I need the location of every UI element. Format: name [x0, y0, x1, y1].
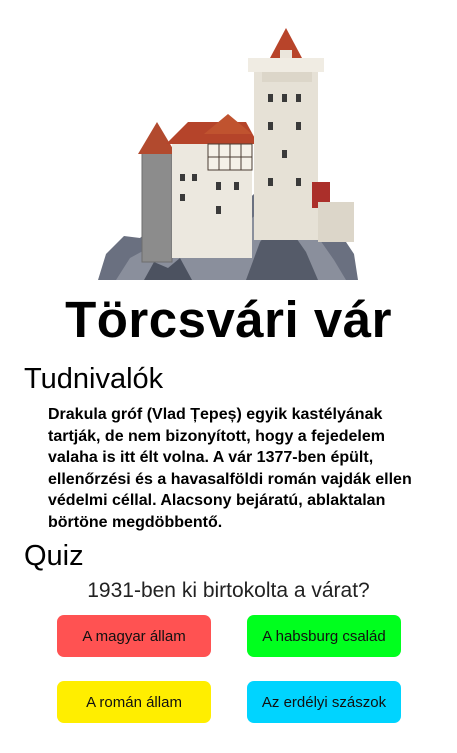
page-title: Törcsvári vár	[65, 291, 392, 348]
answer-button-transylvanian-saxons[interactable]: Az erdélyi szászok	[247, 681, 401, 723]
info-heading: Tudnivalók	[24, 363, 164, 395]
answer-button-hungarian-state[interactable]: A magyar állam	[57, 615, 211, 657]
answer-button-romanian-state[interactable]: A román állam	[57, 681, 211, 723]
info-text: Drakula gróf (Vlad Țepeș) egyik kastélyának tartják, de nem bizonyított, hogy a fejedelem valaha is itt élt volna. A vár 1377-ben épült, ellenőrzési és a havasalföldi román vajdák ellen védelmi céllal. Alacsony bejáratú, ablaktalan börtöne megdöbbentő.	[48, 406, 412, 531]
answer-button-habsburg-family[interactable]: A habsburg család	[247, 615, 401, 657]
quiz-question: 1931-ben ki birtokolta a várat?	[87, 579, 370, 602]
castle-image	[96, 22, 360, 284]
quiz-heading: Quiz	[24, 540, 84, 572]
